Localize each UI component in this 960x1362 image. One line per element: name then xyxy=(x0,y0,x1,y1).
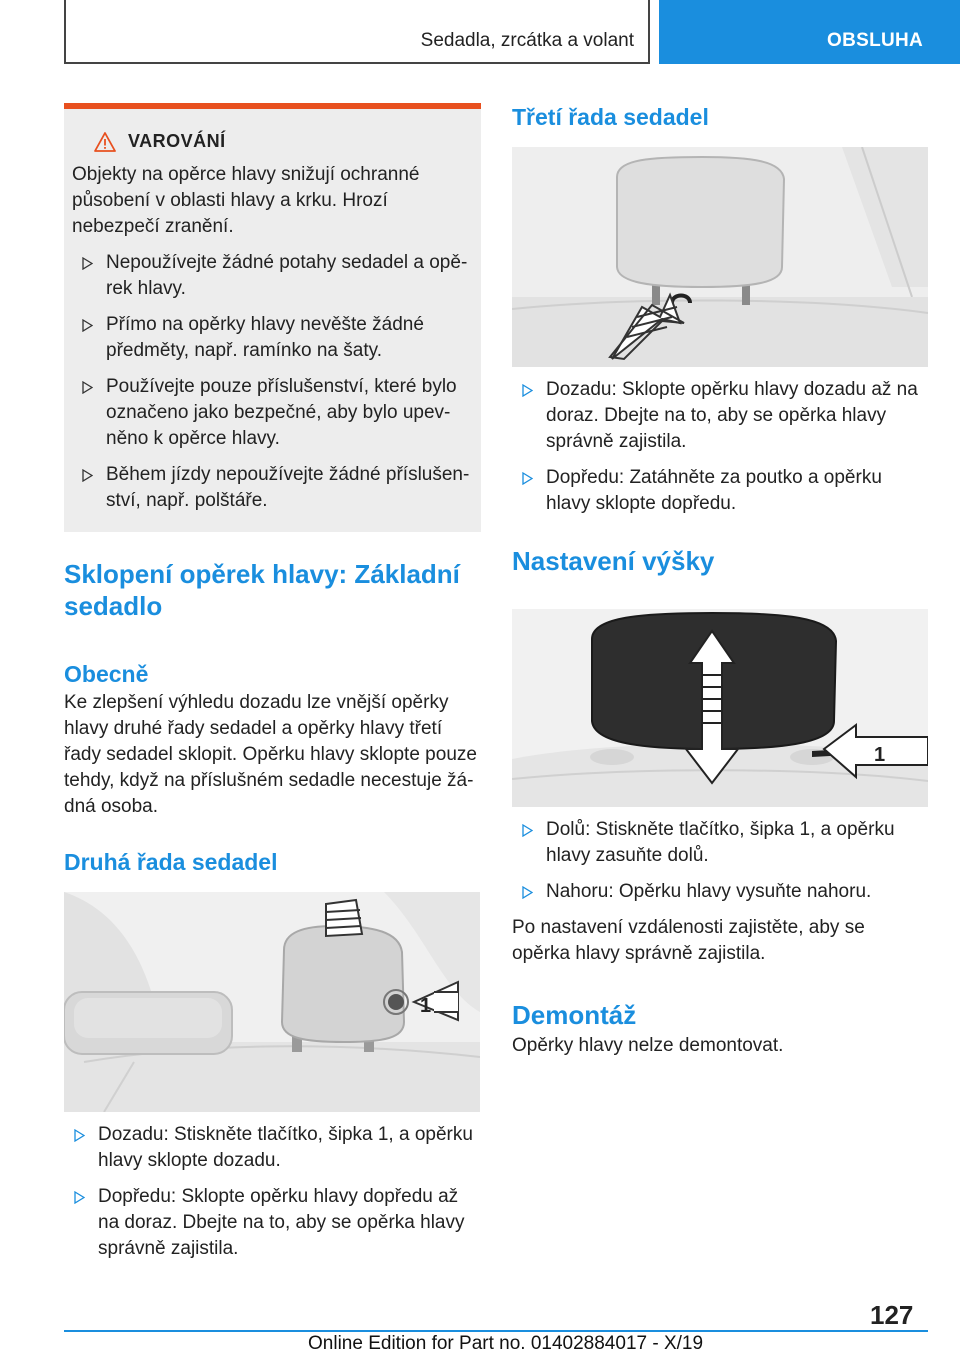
height-adjust-illustration xyxy=(512,609,928,807)
subheading-second-row: Druhá řada sedadel xyxy=(64,849,278,875)
warning-text: Objekty na opěrce hlavy snižují ochranné působení v oblasti hlavy a krku. Hrozí nebezpečí zranění. xyxy=(72,164,420,237)
chapter-tab xyxy=(659,0,960,64)
triangle-bullet-icon xyxy=(82,257,93,270)
triangle-bullet-icon xyxy=(82,469,93,482)
removal-paragraph: Opěrky hlavy nelze demontovat. xyxy=(512,1035,784,1056)
section-heading: Sklopení opěrek hlavy: Základní sedadlo xyxy=(64,559,460,621)
third-row-list xyxy=(512,377,928,517)
triangle-bullet-icon xyxy=(522,472,533,485)
triangle-bullet-icon xyxy=(74,1191,85,1204)
warning-icon xyxy=(94,132,116,152)
triangle-bullet-icon xyxy=(522,824,533,837)
list-item: Dopředu: Sklopte opěrku hlavy dopředu až na doraz. Dbejte na to, aby se opěrka hlavy správně zajistila. xyxy=(64,1184,481,1262)
warning-box xyxy=(64,103,481,532)
subheading-general: Obecně xyxy=(64,661,149,687)
second-row-headrest-illustration xyxy=(64,892,480,1112)
figure-height-adjust xyxy=(512,609,928,807)
footer-divider xyxy=(64,1330,928,1332)
list-item: Dozadu: Sklopte opěrku hlavy dozadu až na doraz. Dbejte na to, aby se opěrka hlavy správně zajistila. xyxy=(512,377,928,455)
third-row-headrest-illustration xyxy=(512,147,928,367)
figure-callout-1: 1 xyxy=(874,744,886,766)
height-paragraph: Po nastavení vzdálenosti zajistěte, aby se opěrka hlavy správně zajistila. xyxy=(512,917,865,964)
general-paragraph: Ke zlepšení výhledu dozadu lze vnější opěrky hlavy druhé řady sedadel a opěrky hlavy třetí řady sedadel sklopit. Opěrku hlavy sklopte pouze tehdy, když na příslušném sedadle necestuje žádná osoba. xyxy=(64,692,477,817)
left-column xyxy=(64,103,481,1262)
right-column xyxy=(512,103,928,1059)
warning-list xyxy=(72,250,471,514)
removal-heading: Demontáž xyxy=(512,1000,637,1030)
figure-callout-1: 1 xyxy=(420,995,432,1017)
list-item: Nahoru: Opěrku hlavy vysuňte nahoru. xyxy=(512,879,928,905)
list-item: Přímo na opěrky hlavy nevěšte žádné předměty, např. ramínko na šaty. xyxy=(72,312,471,364)
header-bar xyxy=(64,0,650,64)
list-item: Používejte pouze příslušenství, které bylo označeno jako bezpečné, aby bylo upevněno k opěrce hlavy. xyxy=(72,374,471,452)
warning-title xyxy=(94,131,471,152)
section-title: Sedadla, zrcátka a volant xyxy=(420,30,634,51)
list-item: Dopředu: Zatáhněte za poutko a opěrku hlavy sklopte dopředu. xyxy=(512,465,928,517)
list-item: Nepoužívejte žádné potahy sedadel a opěrek hlavy. xyxy=(72,250,471,302)
triangle-bullet-icon xyxy=(522,886,533,899)
footer-edition: Online Edition for Part no. 01402884017 - X/19 xyxy=(308,1333,704,1354)
second-row-list xyxy=(64,1122,481,1262)
triangle-bullet-icon xyxy=(82,319,93,332)
chapter-tab-label: OBSLUHA xyxy=(827,30,924,51)
list-item: Během jízdy nepoužívejte žádné příslušenství, např. polštáře. xyxy=(72,462,471,514)
list-item: Dolů: Stiskněte tlačítko, šipka 1, a opěrku hlavy zasuňte dolů. xyxy=(512,817,928,869)
warning-title-text: VAROVÁNÍ xyxy=(128,131,226,151)
figure-second-row-headrest xyxy=(64,892,480,1112)
triangle-bullet-icon xyxy=(74,1129,85,1142)
figure-third-row-headrest xyxy=(512,147,928,367)
triangle-bullet-icon xyxy=(522,384,533,397)
subheading-third-row: Třetí řada sedadel xyxy=(512,104,709,130)
triangle-bullet-icon xyxy=(82,381,93,394)
height-heading: Nastavení výšky xyxy=(512,546,715,576)
height-list xyxy=(512,817,928,905)
page-number: 127 xyxy=(870,1300,914,1330)
list-item: Dozadu: Stiskněte tlačítko, šipka 1, a opěrku hlavy sklopte dozadu. xyxy=(64,1122,481,1174)
